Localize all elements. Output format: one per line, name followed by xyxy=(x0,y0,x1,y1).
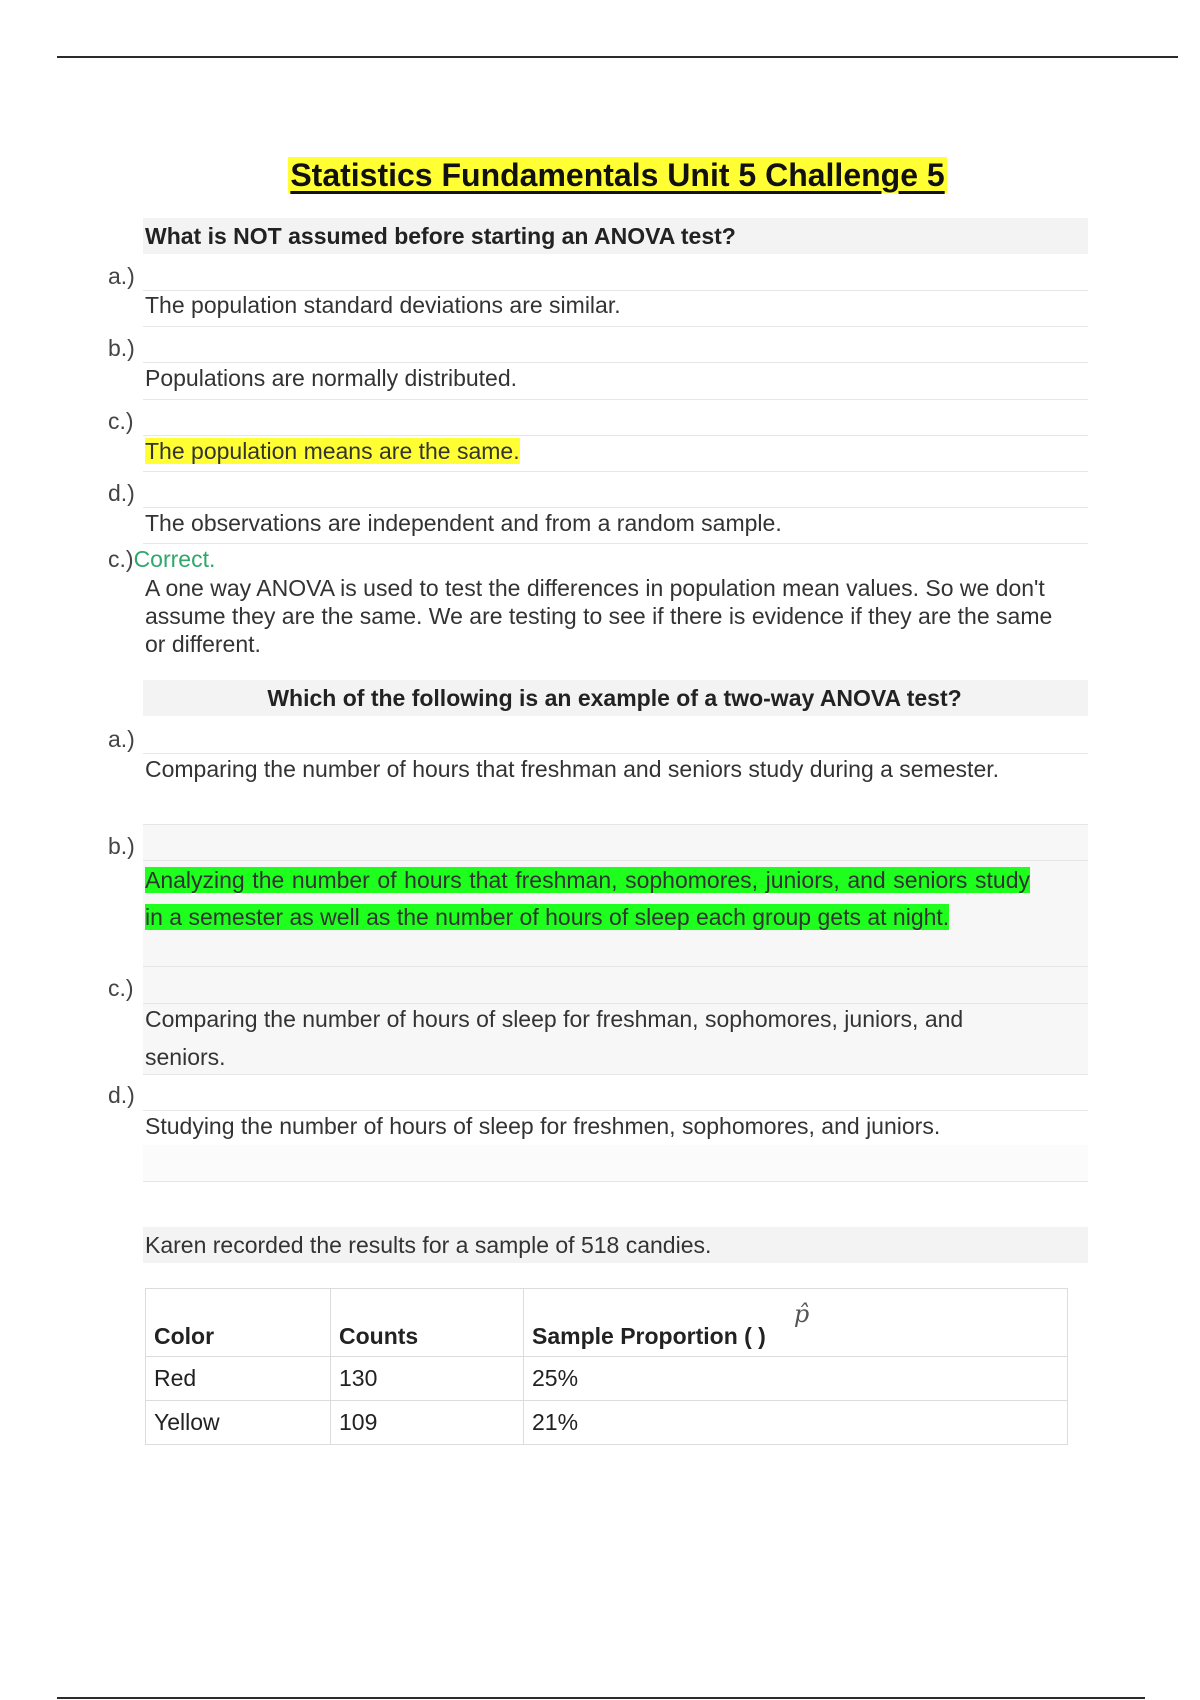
header-sample-proportion-label: Sample Proportion ( ) xyxy=(532,1323,766,1349)
q1-option-c[interactable] xyxy=(145,437,1045,465)
selected-answer-highlight: Analyzing the number of hours that freshman, sophomores, juniors, and seniors study in a semester as well as the number of hours of sleep each group gets at night. xyxy=(145,867,1030,930)
q2-blank-row xyxy=(143,1145,1088,1181)
divider xyxy=(143,471,1088,472)
question-2: Which of the following is an example of a two-way ANOVA test? xyxy=(143,680,1088,716)
page-title: Statistics Fundamentals Unit 5 Challenge 5 xyxy=(290,157,945,193)
selected-answer-highlight: The population means are the same. xyxy=(145,438,520,464)
divider xyxy=(143,399,1088,400)
correct-status: Correct. xyxy=(133,546,216,572)
divider xyxy=(143,435,1088,436)
divider xyxy=(143,1110,1088,1111)
divider xyxy=(143,860,1088,861)
q2-option-a[interactable]: Comparing the number of hours that freshman and seniors study during a semester. xyxy=(145,756,1000,782)
q2-option-d-letter: d.) xyxy=(108,1082,135,1108)
question-3-prompt: Karen recorded the results for a sample of 518 candies. xyxy=(143,1227,1088,1263)
table-row xyxy=(146,1357,1068,1401)
q1-explanation: A one way ANOVA is used to test the differences in population mean values. So we don't assume they are the same. We are testing to see if there is evidence if they are the same or different. xyxy=(145,575,1053,657)
q1-option-b-letter: b.) xyxy=(108,335,135,361)
top-rule xyxy=(57,56,1178,58)
table-row xyxy=(146,1401,1068,1445)
cell-color: Red xyxy=(146,1357,331,1401)
q1-answer-line xyxy=(108,545,215,573)
q2-option-d[interactable]: Studying the number of hours of sleep for freshmen, sophomores, and juniors. xyxy=(145,1113,941,1139)
question-1: What is NOT assumed before starting an ANOVA test? xyxy=(143,218,1088,254)
divider xyxy=(143,326,1088,327)
divider xyxy=(143,362,1088,363)
bottom-rule xyxy=(57,1697,1145,1699)
header-counts: Counts xyxy=(331,1289,524,1357)
cell-count: 109 xyxy=(331,1401,524,1445)
q2-option-c[interactable]: Comparing the number of hours of sleep for freshman, sophomores, juniors, and seniors. xyxy=(145,1006,964,1070)
q2-option-a-letter: a.) xyxy=(108,726,135,752)
p-hat-symbol: p̂ xyxy=(793,1300,810,1328)
q1-option-d-letter: d.) xyxy=(108,480,135,506)
q1-option-d[interactable]: The observations are independent and from a random sample. xyxy=(145,510,782,536)
header-color: Color xyxy=(146,1289,331,1357)
cell-proportion: 21% xyxy=(524,1401,1068,1445)
divider xyxy=(143,543,1088,544)
divider xyxy=(143,1181,1088,1182)
divider xyxy=(143,1074,1088,1075)
q1-option-c-letter: c.) xyxy=(108,408,134,434)
q1-option-a-letter: a.) xyxy=(108,263,135,289)
q1-answer-letter: c.) xyxy=(108,546,134,572)
cell-proportion: 25% xyxy=(524,1357,1068,1401)
q1-option-a[interactable]: The population standard deviations are similar. xyxy=(145,292,621,318)
candy-table xyxy=(145,1288,1068,1445)
divider xyxy=(143,507,1088,508)
cell-color: Yellow xyxy=(146,1401,331,1445)
table-header-row xyxy=(146,1289,1068,1357)
cell-count: 130 xyxy=(331,1357,524,1401)
q1-option-b[interactable]: Populations are normally distributed. xyxy=(145,365,518,391)
q2-option-c-letter: c.) xyxy=(108,975,134,1001)
header-sample-proportion xyxy=(524,1289,1068,1357)
q2-option-b-letter: b.) xyxy=(108,833,135,859)
q2-option-b[interactable] xyxy=(145,862,1030,936)
